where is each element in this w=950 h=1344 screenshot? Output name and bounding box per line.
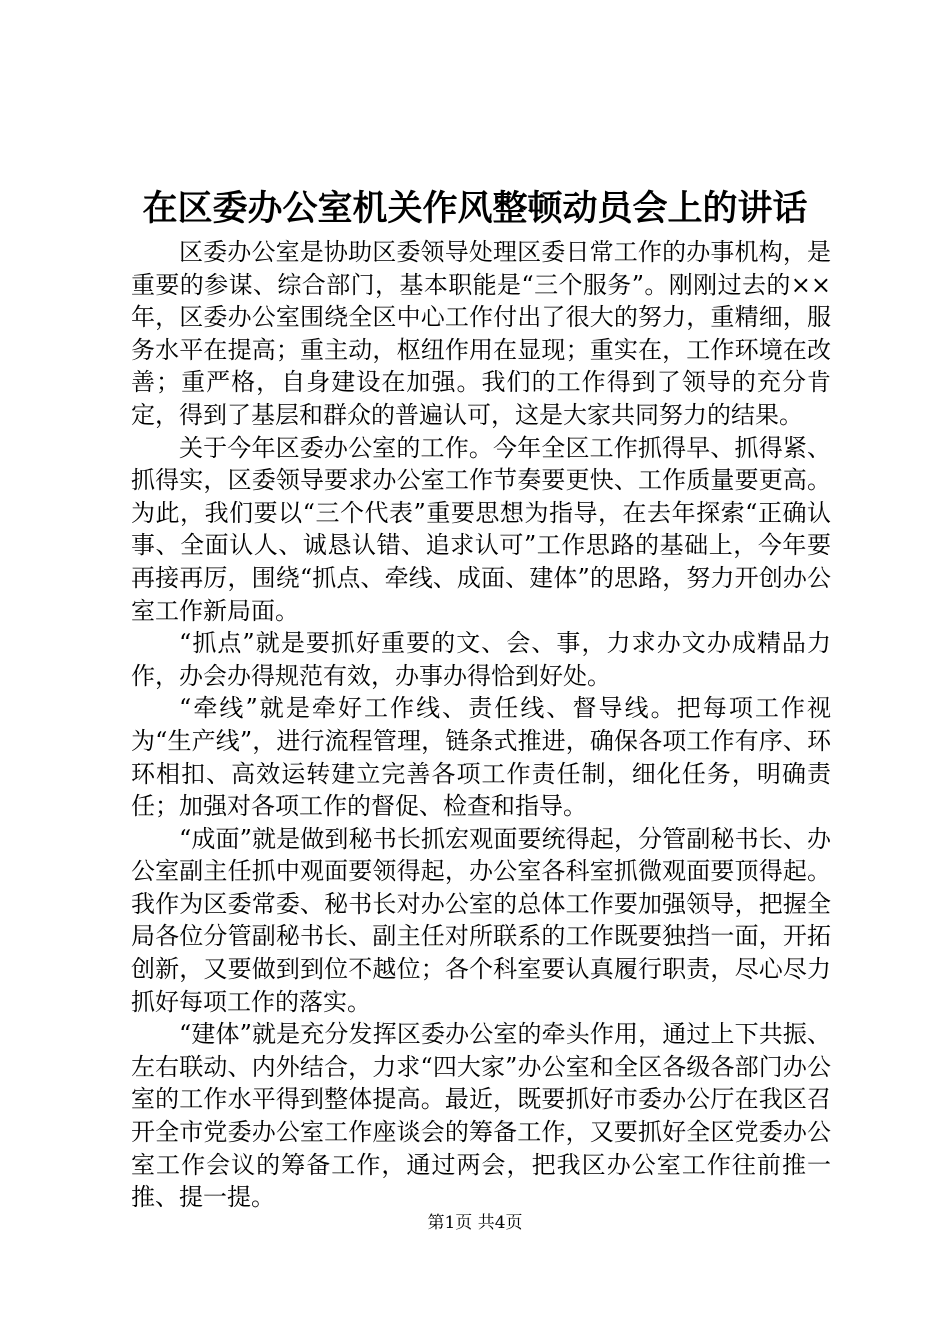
paragraph-intro: 区委办公室是协助区委领导处理区委日常工作的办事机构，是重要的参谋、综合部门，基本职能是“三个服务”。刚刚过去的××年，区委办公室围绕全区中心工作付出了很大的努力，重精细，服务水平在提高；重主动，枢纽作用在显现；重实在，工作环境在改善；重严格，自身建设在加强。我们的工作得到了领导的充分肯定，得到了基层和群众的普遍认可，这是大家共同努力的结果。 [131, 238, 831, 429]
page-title: 在区委办公室机关作风整顿动员会上的讲话 [142, 188, 808, 229]
paragraph-pull-lines: “牵线”就是牵好工作线、责任线、督导线。把每项工作视为“生产线”，进行流程管理，链条式推进，确保各项工作有序、环环相扣、高效运转建立完善各项工作责任制，细化任务，明确责任；加强对各项工作的督促、检查和指导。 [131, 694, 831, 821]
paragraph-form-surfaces: “成面”就是做到秘书长抓宏观面要统得起，分管副秘书长、办公室副主任抓中观面要领得起，办公室各科室抓微观面要顶得起。我作为区委常委、秘书长对办公室的总体工作要加强领导，把握全局各位分管副秘书长、副主任对所联系的工作既要独挡一面，开拓创新，又要做到到位不越位；各个科室要认真履行职责，尽心尽力抓好每项工作的落实。 [131, 824, 831, 1016]
paragraph-build-system: “建体”就是充分发挥区委办公室的牵头作用，通过上下共振、左右联动、内外结合，力求“四大家”办公室和全区各级各部门办公室的工作水平得到整体提高。最近，既要抓好市委办公厅在我区召开全市党委办公室工作座谈会的筹备工作，又要抓好全区党委办公室工作会议的筹备工作，通过两会，把我区办公室工作往前推一推、提一提。 [131, 1020, 831, 1212]
paragraph-annual-work: 关于今年区委办公室的工作。今年全区工作抓得早、抓得紧、抓得实，区委领导要求办公室工作节奏要更快、工作质量要更高。为此，我们要以“三个代表”重要思想为指导，在去年探索“正确认事、全面认人、诚恳认错、追求认可”工作思路的基础上，今年要再接再厉，围绕“抓点、牵线、成面、建体”的思路，努力开创办公室工作新局面。 [131, 433, 831, 625]
document-body [131, 236, 831, 1214]
page-number-footer: 第1页 共4页 [427, 1213, 523, 1233]
paragraph-grasp-points: “抓点”就是要抓好重要的文、会、事，力求办文办成精品力作，办会办得规范有效，办事办得恰到好处。 [131, 629, 831, 690]
